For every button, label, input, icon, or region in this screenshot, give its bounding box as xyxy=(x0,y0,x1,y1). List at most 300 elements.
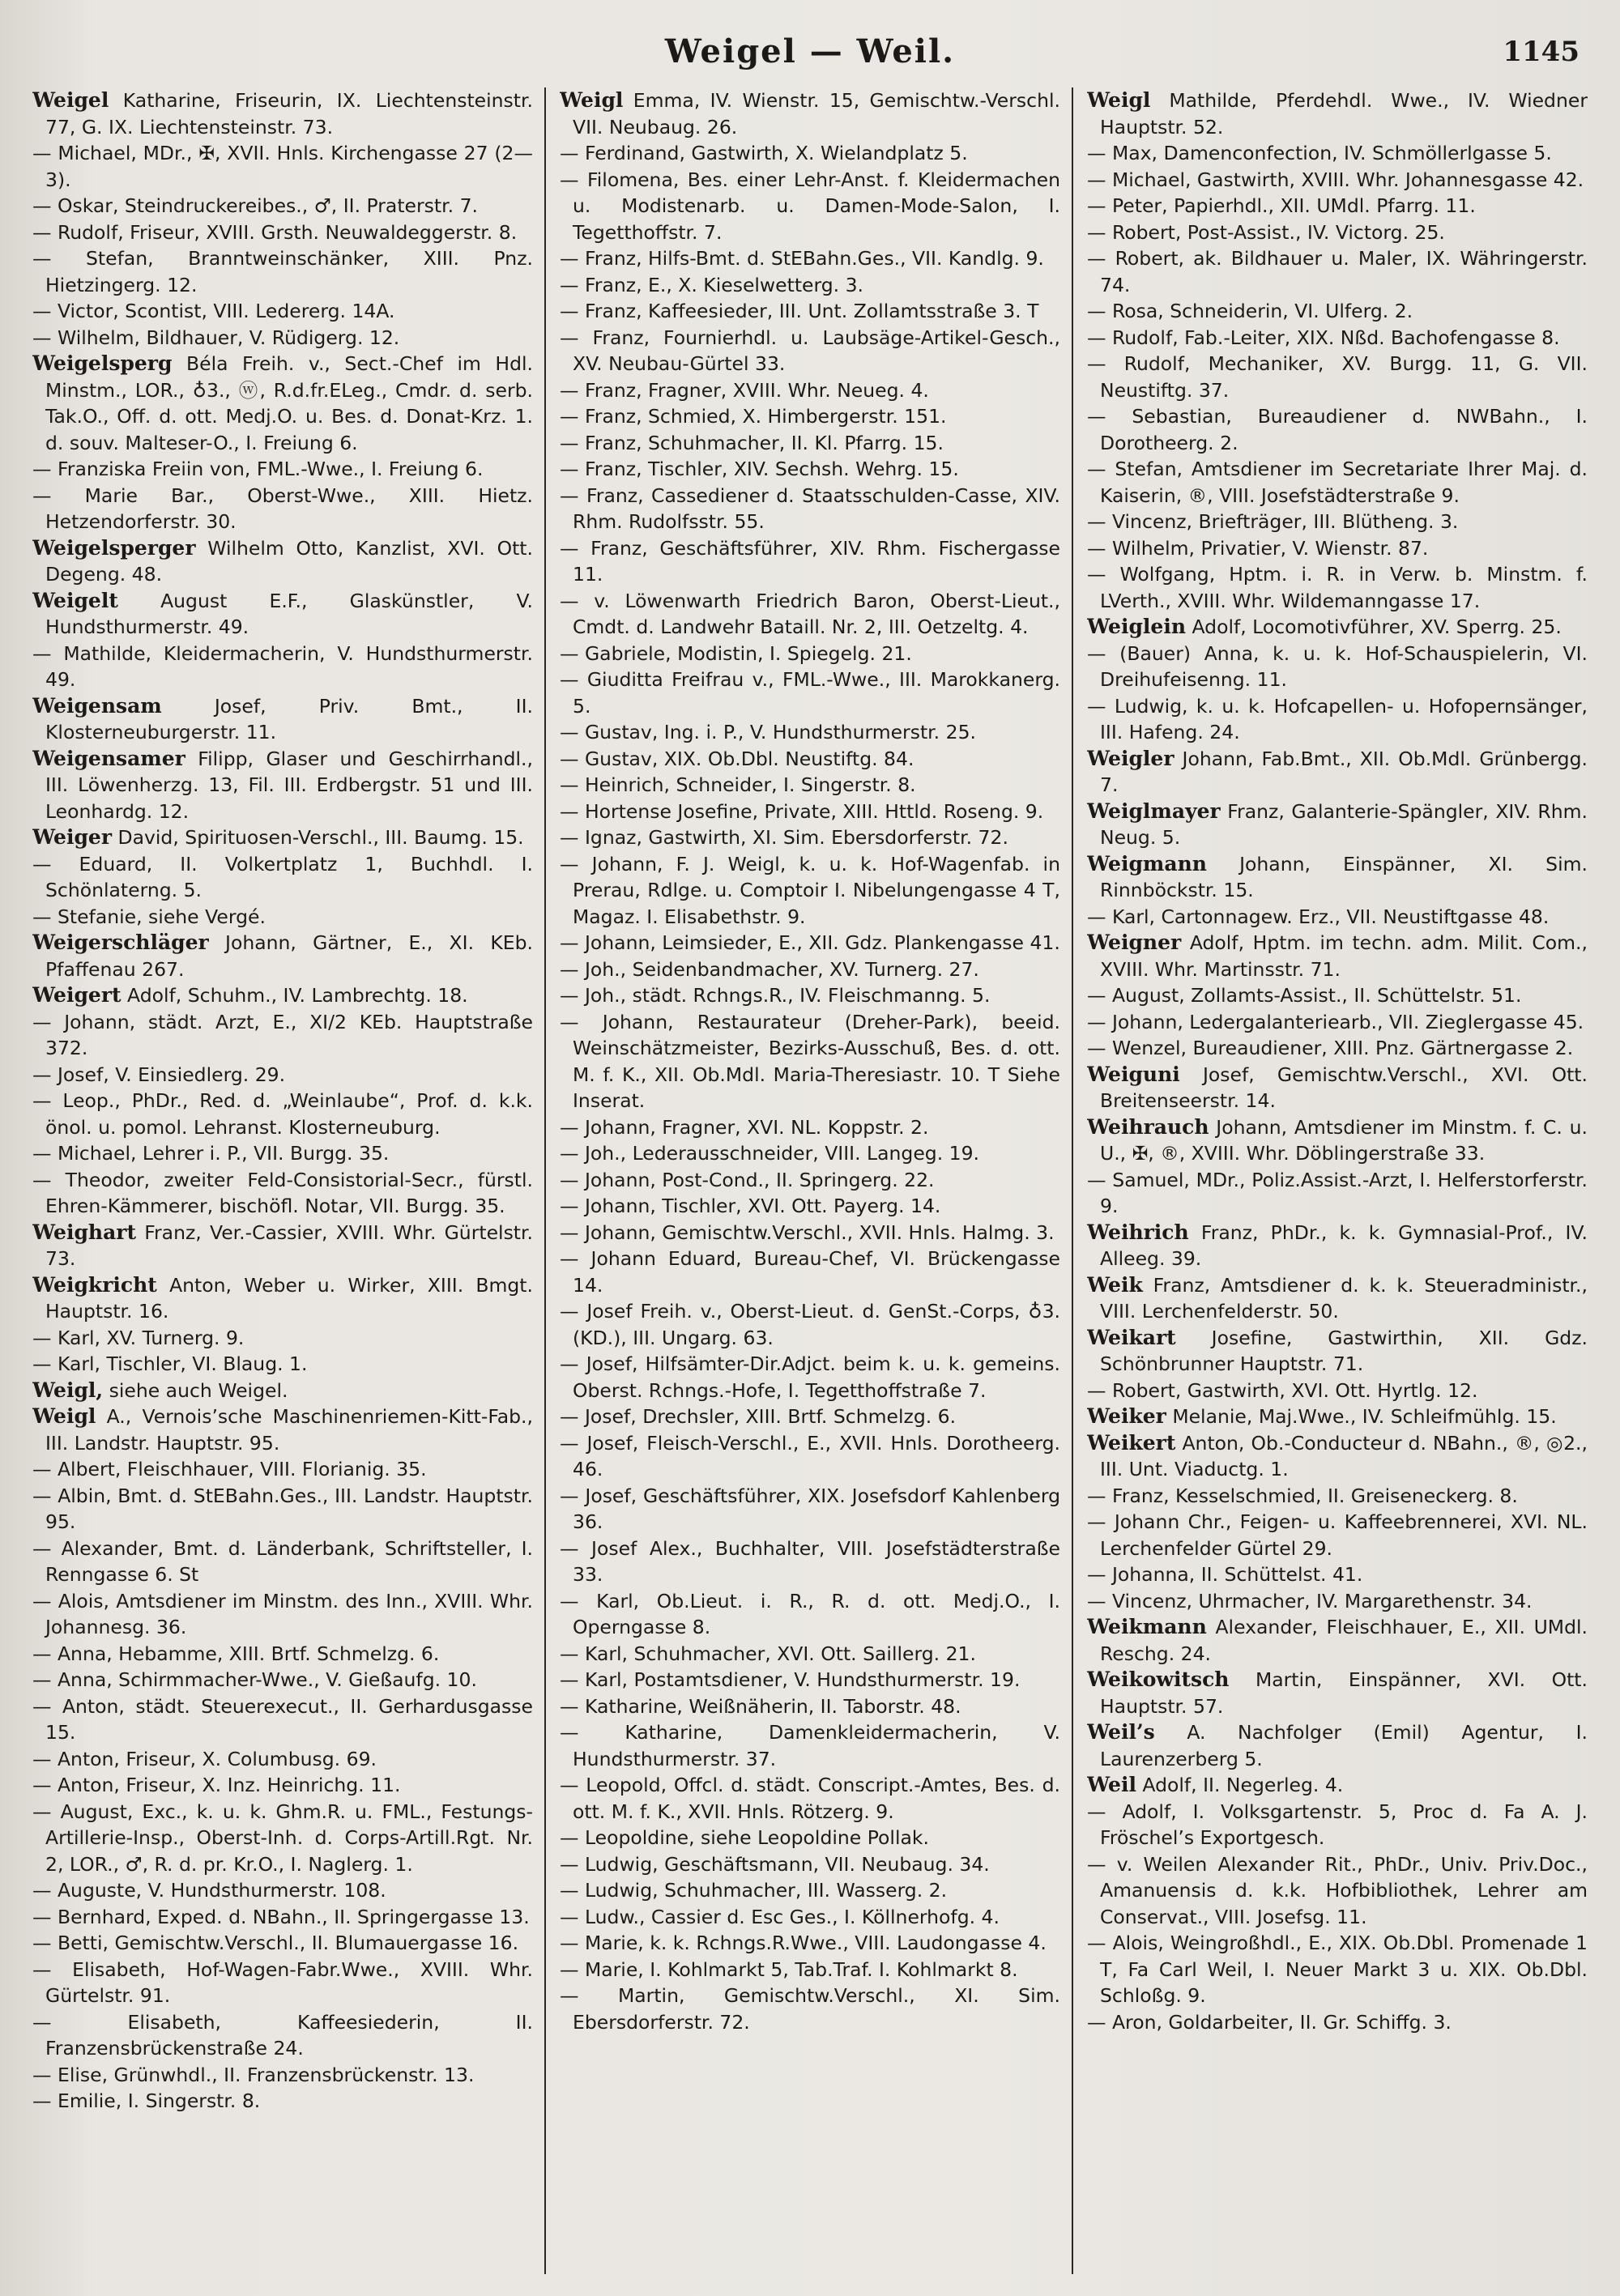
entry-text: — Mathilde, Kleidermacherin, V. Hundsthurmerstr. 49. xyxy=(32,641,533,691)
directory-entry xyxy=(1087,167,1588,194)
entry-text: — Karl, XV. Turnerg. 9. xyxy=(32,1326,245,1349)
directory-entry xyxy=(1087,1404,1588,1430)
directory-entry xyxy=(32,851,533,904)
entry-text: — Johann, städt. Arzt, E., XI/2 KEb. Hauptstraße 372. xyxy=(32,1010,533,1059)
entry-text: — Robert, Gastwirth, XVI. Ott. Hyrtlg. 12. xyxy=(1087,1378,1478,1402)
entry-text: — Marie, I. Kohlmarkt 5, Tab.Traf. I. Kohlmarkt 8. xyxy=(560,1957,1018,1981)
directory-entry xyxy=(32,1351,533,1378)
entry-text: — Katharine, Weißnäherin, II. Taborstr. 48. xyxy=(560,1694,961,1718)
entry-text: — Auguste, V. Hundsthurmerstr. 108. xyxy=(32,1879,386,1902)
entry-text: Anton, Ob.-Conducteur d. NBahn., ®, ◎2., III. Unt. Viaductg. 1. xyxy=(1100,1431,1588,1480)
directory-entry xyxy=(1087,1272,1588,1325)
directory-entry xyxy=(1087,509,1588,535)
entry-text: — Johanna, II. Schüttelst. 41. xyxy=(1087,1563,1363,1586)
entry-text: Béla Freih. v., Sect.-Chef im Hdl. Minstm., LOR., ♁3., ⓦ, R.d.fr.ELeg., Cmdr. d. serb. Tak.O., Off. d. ott. Medj.O. u. Bes. d. Donat-Krz. 1. d. souv. Malteser-O., I. Freiung 6. xyxy=(45,352,533,454)
entry-text: — Gustav, Ing. i. P., V. Hundsthurmerstr. 25. xyxy=(560,721,976,743)
directory-entry xyxy=(560,377,1060,404)
directory-entry xyxy=(1087,1588,1588,1615)
directory-entry xyxy=(1087,614,1588,641)
directory-entry xyxy=(560,1588,1060,1641)
directory-entry xyxy=(560,1404,1060,1430)
entry-text: — Alexander, Bmt. d. Länderbank, Schriftsteller, I. Renngasse 6. St xyxy=(32,1536,533,1586)
entry-text: — Oskar, Steindruckereibes., ♂, II. Praterstr. 7. xyxy=(32,194,478,217)
directory-entry xyxy=(1087,1561,1588,1588)
entry-surname: Weigler xyxy=(1087,746,1174,770)
entry-text: — Franz, Schmied, X. Himbergerstr. 151. xyxy=(560,405,947,428)
entry-surname: Weigel xyxy=(32,88,109,112)
directory-entry xyxy=(560,1693,1060,1720)
entry-text: — Karl, Cartonnagew. Erz., VII. Neustiftgasse 48. xyxy=(1087,905,1550,928)
entry-text: David, Spirituosen-Verschl., III. Baumg. 15. xyxy=(117,826,524,849)
directory-entry xyxy=(560,1930,1060,1957)
entry-text: — Robert, Post-Assist., IV. Victorg. 25. xyxy=(1087,220,1445,244)
directory-entry xyxy=(32,1404,533,1456)
entry-text: — August, Exc., k. u. k. Ghm.R. u. FML., Festungs-Artillerie-Insp., Oberst-Inh. d. Corps-Artill.Rgt. Nr. 2, LOR., ♂, R. d. pr. Kr.O., I. Naglerg. 1. xyxy=(32,1800,533,1876)
entry-text: — Marie, k. k. Rchngs.R.Wwe., VIII. Laudongasse 4. xyxy=(560,1932,1047,1954)
directory-entry xyxy=(1087,746,1588,799)
directory-entry xyxy=(560,1851,1060,1878)
entry-surname: Weigelsperger xyxy=(32,535,196,560)
entry-text: — Samuel, MDr., Poliz.Assist.-Arzt, I. Helferstorferstr. 9. xyxy=(1087,1168,1588,1217)
directory-entry xyxy=(32,1456,533,1483)
directory-entry xyxy=(1087,1430,1588,1483)
directory-entry xyxy=(32,1588,533,1641)
entry-text: — Aron, Goldarbeiter, II. Gr. Schiffg. 3. xyxy=(1087,2010,1452,2034)
directory-entry xyxy=(560,1298,1060,1351)
entry-text: Adolf, II. Negerleg. 4. xyxy=(1142,1774,1344,1796)
entry-surname: Weiglmayer xyxy=(1087,799,1221,823)
entry-text: — Gabriele, Modistin, I. Spiegelg. 21. xyxy=(560,641,912,665)
entry-text: Johann, Fab.Bmt., XII. Ob.Mdl. Grünbergg. 7. xyxy=(1100,747,1588,796)
entry-text: — Sebastian, Bureaudiener d. NWBahn., I. Dorotheerg. 2. xyxy=(1087,405,1588,454)
entry-text: Johann, Einspänner, XI. Sim. Rinnböckstr. 15. xyxy=(1100,852,1588,901)
entry-text: — Michael, Lehrer i. P., VII. Burgg. 35. xyxy=(32,1142,390,1165)
entry-text: A., Vernois’sche Maschinenriemen-Kitt-Fab., III. Landstr. Hauptstr. 95. xyxy=(45,1405,533,1455)
entry-text: — Franz, Schuhmacher, II. Kl. Pfarrg. 15. xyxy=(560,431,944,454)
entry-text: — Wilhelm, Privatier, V. Wienstr. 87. xyxy=(1087,536,1429,560)
directory-entry xyxy=(1087,1509,1588,1561)
directory-entry xyxy=(560,1167,1060,1194)
entry-text: — Rudolf, Friseur, XVIII. Grsth. Neuwaldeggerstr. 8. xyxy=(32,220,518,244)
entry-text: — Karl, Postamtsdiener, V. Hundsthurmerstr. 19. xyxy=(560,1668,1021,1691)
directory-entry xyxy=(1087,1167,1588,1220)
entry-text: — Joh., Seidenbandmacher, XV. Turnerg. 27. xyxy=(560,957,979,981)
entry-text: — Franz, Kaffeesieder, III. Unt. Zollamtsstraße 3. T xyxy=(560,300,1039,322)
entry-text: — Rudolf, Fab.-Leiter, XIX. Nßd. Bachofengasse 8. xyxy=(1087,326,1560,349)
directory-entry xyxy=(1087,456,1588,509)
entry-surname: Weikart xyxy=(1087,1325,1176,1349)
directory-entry xyxy=(1087,693,1588,746)
directory-entry xyxy=(32,2009,533,2062)
directory-entry xyxy=(1087,403,1588,456)
directory-entry xyxy=(1087,904,1588,931)
directory-entry xyxy=(1087,799,1588,851)
entry-text: — Victor, Scontist, VIII. Ledererg. 14A. xyxy=(32,300,395,322)
directory-entry xyxy=(1087,851,1588,904)
entry-text: A. Nachfolger (Emil) Agentur, I. Laurenzerberg 5. xyxy=(1100,1721,1588,1770)
directory-entry xyxy=(1087,325,1588,351)
directory-entry xyxy=(560,1246,1060,1298)
entry-text: Melanie, Maj.Wwe., IV. Schleifmühlg. 15. xyxy=(1172,1405,1557,1428)
directory-entry xyxy=(1087,1378,1588,1404)
entry-text: Adolf, Locomotivführer, XV. Sperrg. 25. xyxy=(1192,616,1562,638)
entry-text: Josef, Gemischtw.Verschl., XVI. Ott. Breitenseerstr. 14. xyxy=(1100,1063,1588,1112)
directory-entry xyxy=(560,1536,1060,1588)
entry-text: Alexander, Fleischhauer, E., XII. UMdl. Reschg. 24. xyxy=(1100,1616,1588,1665)
directory-entry xyxy=(560,1904,1060,1931)
entry-text: — Stefan, Amtsdiener im Secretariate Ihrer Maj. d. Kaiserin, ®, VIII. Josefstädterstraße 9. xyxy=(1087,458,1588,507)
entry-text: — Joh., Lederausschneider, VIII. Langeg. 19. xyxy=(560,1142,980,1165)
entry-surname: Weigerschläger xyxy=(32,931,209,954)
entry-text: — Josef Alex., Buchhalter, VIII. Josefstädterstraße 33. xyxy=(560,1536,1060,1586)
entry-text: Martin, Einspänner, XVI. Ott. Hauptstr. 57. xyxy=(1100,1668,1588,1718)
directory-entry xyxy=(560,641,1060,667)
entry-text: — Franz, E., X. Kieselwetterg. 3. xyxy=(560,273,864,296)
entry-surname: Weihrich xyxy=(1087,1220,1189,1244)
directory-entry xyxy=(560,588,1060,641)
entry-text: — Marie Bar., Oberst-Wwe., XIII. Hietz. Hetzendorferstr. 30. xyxy=(32,483,533,533)
entry-text: Katharine, Friseurin, IX. Liechtensteinstr. 77, G. IX. Liechtensteinstr. 73. xyxy=(45,89,533,138)
directory-entry xyxy=(32,1957,533,2009)
directory-entry xyxy=(32,1140,533,1167)
directory-entry xyxy=(1087,140,1588,167)
entry-text: Franz, Amtsdiener d. k. k. Steueradministr., VIII. Lerchenfelderstr. 50. xyxy=(1100,1273,1588,1323)
entry-text: — Peter, Papierhdl., XII. UMdl. Pfarrg. 11. xyxy=(1087,194,1476,217)
directory-entry xyxy=(1087,561,1588,614)
directory-entry xyxy=(32,1930,533,1957)
directory-entry xyxy=(560,1140,1060,1167)
entry-text: — Vincenz, Uhrmacher, IV. Margarethenstr. 34. xyxy=(1087,1589,1533,1612)
directory-entry xyxy=(32,1667,533,1693)
entry-text: Franz, Ver.-Cassier, XVIII. Whr. Gürtelstr. 73. xyxy=(45,1220,533,1270)
directory-entry xyxy=(560,1667,1060,1693)
entry-text: — Elise, Grünwhdl., II. Franzensbrückenstr. 13. xyxy=(32,2063,475,2086)
directory-entry xyxy=(560,1877,1060,1904)
directory-entry xyxy=(560,167,1060,246)
directory-entry xyxy=(560,403,1060,430)
directory-entry xyxy=(1087,1772,1588,1799)
entry-text: — Ferdinand, Gastwirth, X. Wielandplatz 5. xyxy=(560,142,968,164)
entry-text: — Karl, Ob.Lieut. i. R., R. d. ott. Medj.O., I. Operngasse 8. xyxy=(560,1589,1060,1638)
directory-entry xyxy=(32,193,533,219)
entry-text: — Giuditta Freifrau v., FML.-Wwe., III. Marokkanerg. 5. xyxy=(560,668,1060,718)
entry-text: Adolf, Schuhm., IV. Lambrechtg. 18. xyxy=(127,984,468,1007)
directory-entry xyxy=(1087,245,1588,298)
directory-entry xyxy=(32,87,533,140)
entry-surname: Weigl xyxy=(560,88,624,112)
directory-entry xyxy=(1087,1851,1588,1931)
directory-entry xyxy=(560,956,1060,983)
entry-text: Josefine, Gastwirthin, XII. Gdz. Schönbrunner Hauptstr. 71. xyxy=(1100,1326,1588,1375)
entry-surname: Weihrauch xyxy=(1087,1114,1209,1139)
entry-surname: Weigert xyxy=(32,983,122,1007)
entry-text: Wilhelm Otto, Kanzlist, XVI. Ott. Degeng. 48. xyxy=(45,536,533,586)
entry-text: — Elisabeth, Hof-Wagen-Fabr.Wwe., XVIII. Whr. Gürtelstr. 91. xyxy=(32,1957,533,2007)
directory-entry xyxy=(1087,1719,1588,1772)
directory-entry xyxy=(560,1641,1060,1668)
directory-entry xyxy=(560,982,1060,1009)
entry-surname: Weigner xyxy=(1087,931,1182,954)
entry-text: — Alois, Amtsdiener im Minstm. des Inn., XVIII. Whr. Johannesg. 36. xyxy=(32,1589,533,1638)
directory-entry xyxy=(1087,1325,1588,1378)
directory-entry xyxy=(1087,641,1588,693)
directory-entry xyxy=(32,1325,533,1352)
directory-entry xyxy=(1087,2009,1588,2036)
entry-text: — Johann Chr., Feigen- u. Kaffeebrennerei, XVI. NL. Lerchenfelder Gürtel 29. xyxy=(1087,1510,1588,1560)
entry-text: — Josef, Geschäftsführer, XIX. Josefsdorf Kahlenberg 36. xyxy=(560,1484,1060,1533)
page-header xyxy=(32,32,1588,81)
entry-text: — Albert, Fleischhauer, VIII. Florianig. 35. xyxy=(32,1458,427,1480)
entry-text: Emma, IV. Wienstr. 15, Gemischtw.-Verschl. VII. Neubaug. 26. xyxy=(573,89,1060,138)
entry-text: — Franz, Fournierhdl. u. Laubsäge-Artikel-Gesch., XV. Neubau-Gürtel 33. xyxy=(560,326,1060,375)
directory-entry xyxy=(32,1167,533,1220)
directory-entry xyxy=(560,430,1060,457)
directory-entry xyxy=(32,2088,533,2115)
entry-text: — Anton, Friseur, X. Inz. Heinrichg. 11. xyxy=(32,1774,401,1796)
entry-text: Anton, Weber u. Wirker, XIII. Bmgt. Hauptstr. 16. xyxy=(45,1273,533,1323)
entry-text: — Rosa, Schneiderin, VI. Ulferg. 2. xyxy=(1087,300,1413,322)
entry-text: — Michael, MDr., ✠, XVII. Hnls. Kirchengasse 27 (2—3). xyxy=(32,142,533,191)
entry-text: Josef, Priv. Bmt., II. Klosterneuburgerstr. 11. xyxy=(45,694,533,743)
directory-entry xyxy=(1087,219,1588,246)
directory-entry xyxy=(560,772,1060,799)
entry-text: — August, Zollamts-Assist., II. Schüttelstr. 51. xyxy=(1087,984,1522,1007)
entry-text: — Franz, Hilfs-Bmt. d. StEBahn.Ges., VII. Kandlg. 9. xyxy=(560,247,1044,270)
entry-text: — Leopoldine, siehe Leopoldine Pollak. xyxy=(560,1826,929,1849)
directory-entry xyxy=(32,1220,533,1272)
entry-text: — Johann, F. J. Weigl, k. u. k. Hof-Wagenfab. in Prerau, Rdlge. u. Comptoir I. Nibelungengasse 4 T, Magaz. I. Elisabethstr. 9. xyxy=(560,852,1060,928)
entry-text: — Rudolf, Mechaniker, XV. Burgg. 11, G. VII. Neustiftg. 37. xyxy=(1087,352,1588,402)
directory-entry xyxy=(1087,1614,1588,1667)
entry-text: — (Bauer) Anna, k. u. k. Hof-Schauspielerin, VI. Dreihufeisenng. 11. xyxy=(1087,641,1588,691)
page-number: 1145 xyxy=(1503,36,1580,68)
directory-entry xyxy=(32,1009,533,1062)
directory-entry xyxy=(560,483,1060,535)
entry-text: — Anna, Schirmmacher-Wwe., V. Gießaufg. 10. xyxy=(32,1668,477,1691)
directory-entry xyxy=(560,456,1060,483)
directory-entry xyxy=(1087,1483,1588,1510)
entry-surname: Weigl xyxy=(1087,88,1151,112)
entry-surname: Weik xyxy=(1087,1272,1143,1297)
directory-entry xyxy=(1087,1035,1588,1062)
entry-surname: Weikert xyxy=(1087,1430,1176,1455)
entry-surname: Weigensam xyxy=(32,693,162,718)
directory-entry xyxy=(560,1957,1060,1983)
directory-entry xyxy=(32,904,533,931)
entry-text: — Emilie, I. Singerstr. 8. xyxy=(32,2089,261,2112)
entry-surname: Weigelsperg xyxy=(32,351,173,375)
directory-entry xyxy=(560,1825,1060,1851)
entry-text: — v. Weilen Alexander Rit., PhDr., Univ. Priv.Doc., Amanuensis d. k.k. Hofbibliothek, Lehrer am Conservat., VIII. Josefsg. 11. xyxy=(1087,1852,1588,1928)
directory-entry xyxy=(1087,1009,1588,1036)
entry-text: Johann, Gärtner, E., XI. KEb. Pfaffenau 267. xyxy=(45,931,533,981)
column-divider xyxy=(544,87,546,2274)
entry-text: siehe auch Weigel. xyxy=(109,1378,288,1402)
entry-text: — Hortense Josefine, Private, XIII. Httld. Roseng. 9. xyxy=(560,799,1044,823)
directory-entry xyxy=(560,1009,1060,1114)
directory-entry xyxy=(32,693,533,746)
directory-entry xyxy=(560,87,1060,140)
directory-entry xyxy=(32,1772,533,1799)
entry-text: — Franz, Tischler, XIV. Sechsh. Wehrg. 15. xyxy=(560,458,959,480)
entry-text: — Martin, Gemischtw.Verschl., XI. Sim. Ebersdorferstr. 72. xyxy=(560,1984,1060,2034)
entry-text: — Theodor, zweiter Feld-Consistorial-Secr., fürstl. Ehren-Kämmerer, bischöfl. Notar, VII. Burgg. 35. xyxy=(32,1168,533,1217)
directory-entry xyxy=(1087,535,1588,562)
directory-entry xyxy=(560,1114,1060,1141)
entry-surname: Weiglein xyxy=(1087,615,1186,638)
entry-text: — Bernhard, Exped. d. NBahn., II. Springergasse 13. xyxy=(32,1905,530,1928)
directory-entry xyxy=(32,298,533,325)
directory-entry xyxy=(32,1536,533,1588)
directory-entry xyxy=(1087,298,1588,325)
entry-text: — Elisabeth, Kaffeesiederin, II. Franzensbrückenstraße 24. xyxy=(32,2010,533,2060)
directory-entry xyxy=(560,272,1060,299)
entry-text: August E.F., Glaskünstler, V. Hundsthurmerstr. 49. xyxy=(45,589,533,638)
entry-text: Franz, PhDr., k. k. Gymnasial-Prof., IV. Alleeg. 39. xyxy=(1100,1220,1588,1270)
directory-entry xyxy=(1087,87,1588,140)
directory-entry xyxy=(1087,1220,1588,1272)
directory-entry xyxy=(1087,1667,1588,1719)
entry-text: — Eduard, II. Volkertplatz 1, Buchhdl. I. Schönlaterng. 5. xyxy=(32,852,533,901)
entry-text: — Stefan, Branntweinschänker, XIII. Pnz. Hietzingerg. 12. xyxy=(32,247,533,296)
directory-entry xyxy=(32,1062,533,1088)
directory-entry xyxy=(32,535,533,588)
entry-text: — v. Löwenwarth Friedrich Baron, Oberst-Lieut., Cmdt. d. Landwehr Bataill. Nr. 2, III. Oetzeltg. 4. xyxy=(560,589,1060,638)
directory-entry xyxy=(1087,351,1588,403)
entry-text: — Joh., städt. Rchngs.R., IV. Fleischmanng. 5. xyxy=(560,984,991,1007)
entry-text: — Anna, Hebamme, XIII. Brtf. Schmelzg. 6. xyxy=(32,1642,440,1665)
entry-text: — Ignaz, Gastwirth, XI. Sim. Ebersdorferstr. 72. xyxy=(560,826,1008,849)
directory-entry xyxy=(32,219,533,246)
entry-surname: Weighart xyxy=(32,1220,137,1244)
entry-text: — Katharine, Damenkleidermacherin, V. Hundsthurmerstr. 37. xyxy=(560,1721,1060,1770)
directory-entry xyxy=(560,930,1060,956)
entry-text: — Ludwig, k. u. k. Hofcapellen- u. Hofopernsänger, III. Hafeng. 24. xyxy=(1087,694,1588,743)
column-left xyxy=(32,87,533,2274)
entry-text: — Franz, Geschäftsführer, XIV. Rhm. Fischergasse 11. xyxy=(560,536,1060,586)
page-title: Weigel — Weil. xyxy=(664,32,956,70)
directory-entry xyxy=(560,746,1060,773)
entry-text: — Johann, Fragner, XVI. NL. Koppstr. 2. xyxy=(560,1115,929,1139)
entry-text: — Josef Freih. v., Oberst-Lieut. d. GenSt.-Corps, ♁3. (KD.), III. Ungarg. 63. xyxy=(560,1300,1060,1349)
directory-entry xyxy=(32,1641,533,1668)
directory-entry xyxy=(32,930,533,982)
entry-text: — Heinrich, Schneider, I. Singerstr. 8. xyxy=(560,773,916,796)
entry-surname: Weigl xyxy=(32,1404,96,1428)
directory-entry xyxy=(1087,930,1588,982)
entry-surname: Weigkricht xyxy=(32,1272,157,1297)
column-divider xyxy=(1072,87,1073,2274)
entry-text: Adolf, Hptm. im techn. adm. Milit. Com., XVIII. Whr. Martinsstr. 71. xyxy=(1100,931,1588,981)
directory-entry xyxy=(32,1877,533,1904)
entry-text: — Franz, Fragner, XVIII. Whr. Neueg. 4. xyxy=(560,378,929,402)
directory-entry xyxy=(32,325,533,351)
entry-surname: Weil xyxy=(1087,1773,1136,1796)
directory-entry xyxy=(560,1430,1060,1483)
directory-entry xyxy=(1087,1114,1588,1167)
entry-text: — Karl, Tischler, VI. Blaug. 1. xyxy=(32,1352,308,1375)
directory-entry xyxy=(560,245,1060,272)
entry-surname: Weiguni xyxy=(1087,1062,1180,1086)
directory-entry xyxy=(1087,1930,1588,2009)
entry-text: — Johann, Gemischtw.Verschl., XVII. Hnls. Halmg. 3. xyxy=(560,1220,1055,1244)
directory-entry xyxy=(560,1772,1060,1825)
directory-entry xyxy=(32,483,533,535)
entry-surname: Weigensamer xyxy=(32,746,185,770)
entry-surname: Weiger xyxy=(32,825,112,849)
directory-entry xyxy=(32,351,533,456)
directory-entry xyxy=(32,1088,533,1140)
entry-text: — Josef, Hilfsämter-Dir.Adjct. beim k. u. k. gemeins. Oberst. Rchngs.-Hofe, I. Tegetthoffstraße 7. xyxy=(560,1352,1060,1402)
entry-surname: Weigmann xyxy=(1087,851,1207,875)
directory-entry xyxy=(32,588,533,641)
entry-text: — Johann, Ledergalanteriearb., VII. Zieglergasse 45. xyxy=(1087,1010,1584,1033)
directory-entry xyxy=(32,245,533,298)
entry-text: — Michael, Gastwirth, XVIII. Whr. Johannesgasse 42. xyxy=(1087,168,1584,191)
directory-entry xyxy=(32,1483,533,1536)
entry-surname: Weigelt xyxy=(32,588,118,612)
entry-text: — Johann, Restaurateur (Dreher-Park), beeid. Weinschätzmeister, Bezirks-Ausschuß, Bes. d. ott. M. f. K., XII. Ob.Mdl. Maria-Theresiastr. 10. T Siehe Inserat. xyxy=(560,1010,1060,1112)
entry-text: — Anton, städt. Steuerexecut., II. Gerhardusgasse 15. xyxy=(32,1694,533,1744)
entry-text: — Vincenz, Briefträger, III. Blütheng. 3. xyxy=(1087,510,1459,533)
directory-entry xyxy=(560,1983,1060,2035)
directory-entry xyxy=(560,799,1060,825)
directory-entry xyxy=(1087,982,1588,1009)
directory-entry xyxy=(560,1220,1060,1246)
directory-entry xyxy=(32,2062,533,2089)
directory-entry xyxy=(560,1483,1060,1536)
directory-entry xyxy=(560,1193,1060,1220)
entry-text: — Franz, Cassediener d. Staatsschulden-Casse, XIV. Rhm. Rudolfsstr. 55. xyxy=(560,483,1060,533)
entry-text: — Josef, Fleisch-Verschl., E., XVII. Hnls. Dorotheerg. 46. xyxy=(560,1431,1060,1480)
directory-entry xyxy=(1087,1062,1588,1114)
entry-text: — Adolf, I. Volksgartenstr. 5, Proc d. Fa A. J. Fröschel’s Exportgesch. xyxy=(1087,1800,1588,1849)
directory-entry xyxy=(32,746,533,825)
entry-text: — Ludwig, Schuhmacher, III. Wasserg. 2. xyxy=(560,1879,948,1902)
directory-entry xyxy=(32,824,533,851)
entry-text: Johann, Amtsdiener im Minstm. f. C. u. U., ✠, ®, XVIII. Whr. Döblingerstraße 33. xyxy=(1100,1115,1588,1165)
directory-entry xyxy=(32,1799,533,1878)
entry-text: — Johann, Leimsieder, E., XII. Gdz. Plankengasse 41. xyxy=(560,931,1060,954)
entry-text: — Johann, Tischler, XVI. Ott. Payerg. 14. xyxy=(560,1195,941,1217)
entry-text: — Stefanie, siehe Vergé. xyxy=(32,905,266,928)
directory-entry xyxy=(32,1904,533,1931)
entry-text: — Leopold, Offcl. d. städt. Conscript.-Amtes, Bes. d. ott. M. f. K., XVII. Hnls. Rötzerg. 9. xyxy=(560,1774,1060,1823)
entry-text: — Ludw., Cassier d. Esc Ges., I. Köllnerhofg. 4. xyxy=(560,1905,1000,1928)
entry-text: — Alois, Weingroßhdl., E., XIX. Ob.Dbl. Promenade 1 T, Fa Carl Weil, I. Neuer Markt 3 u. XIX. Ob.Dbl. Schloßg. 9. xyxy=(1087,1932,1588,2007)
entry-text: — Leop., PhDr., Red. d. „Weinlaube“, Prof. d. k.k. önol. u. pomol. Lehranst. Klosterneuburg. xyxy=(32,1089,533,1139)
entry-text: — Ludwig, Geschäftsmann, VII. Neubaug. 34. xyxy=(560,1852,990,1876)
entry-text: — Robert, ak. Bildhauer u. Maler, IX. Währingerstr. 74. xyxy=(1087,247,1588,296)
entry-text: — Filomena, Bes. einer Lehr-Anst. f. Kleidermachen u. Modistenarb. u. Damen-Mode-Salon, I. Tegetthoffstr. 7. xyxy=(560,168,1060,244)
directory-entry xyxy=(32,1746,533,1773)
entry-text: — Wilhelm, Bildhauer, V. Rüdigerg. 12. xyxy=(32,326,400,349)
directory-entry xyxy=(32,1272,533,1325)
directory-entry xyxy=(32,1378,533,1404)
directory-entry xyxy=(560,325,1060,377)
entry-surname: Weil’s xyxy=(1087,1720,1155,1744)
directory-entry xyxy=(32,456,533,483)
entry-text: — Karl, Schuhmacher, XVI. Ott. Saillerg. 21. xyxy=(560,1642,976,1665)
directory-entry xyxy=(560,851,1060,931)
entry-text: Mathilde, Pferdehdl. Wwe., IV. Wiedner Hauptstr. 52. xyxy=(1100,89,1588,138)
directory-entry xyxy=(32,982,533,1009)
directory-entry xyxy=(32,1693,533,1746)
entry-text: — Josef, Drechsler, XIII. Brtf. Schmelzg. 6. xyxy=(560,1405,957,1428)
directory-columns xyxy=(32,87,1588,2274)
directory-entry xyxy=(560,667,1060,719)
entry-text: — Max, Damenconfection, IV. Schmöllerlgasse 5. xyxy=(1087,142,1552,164)
